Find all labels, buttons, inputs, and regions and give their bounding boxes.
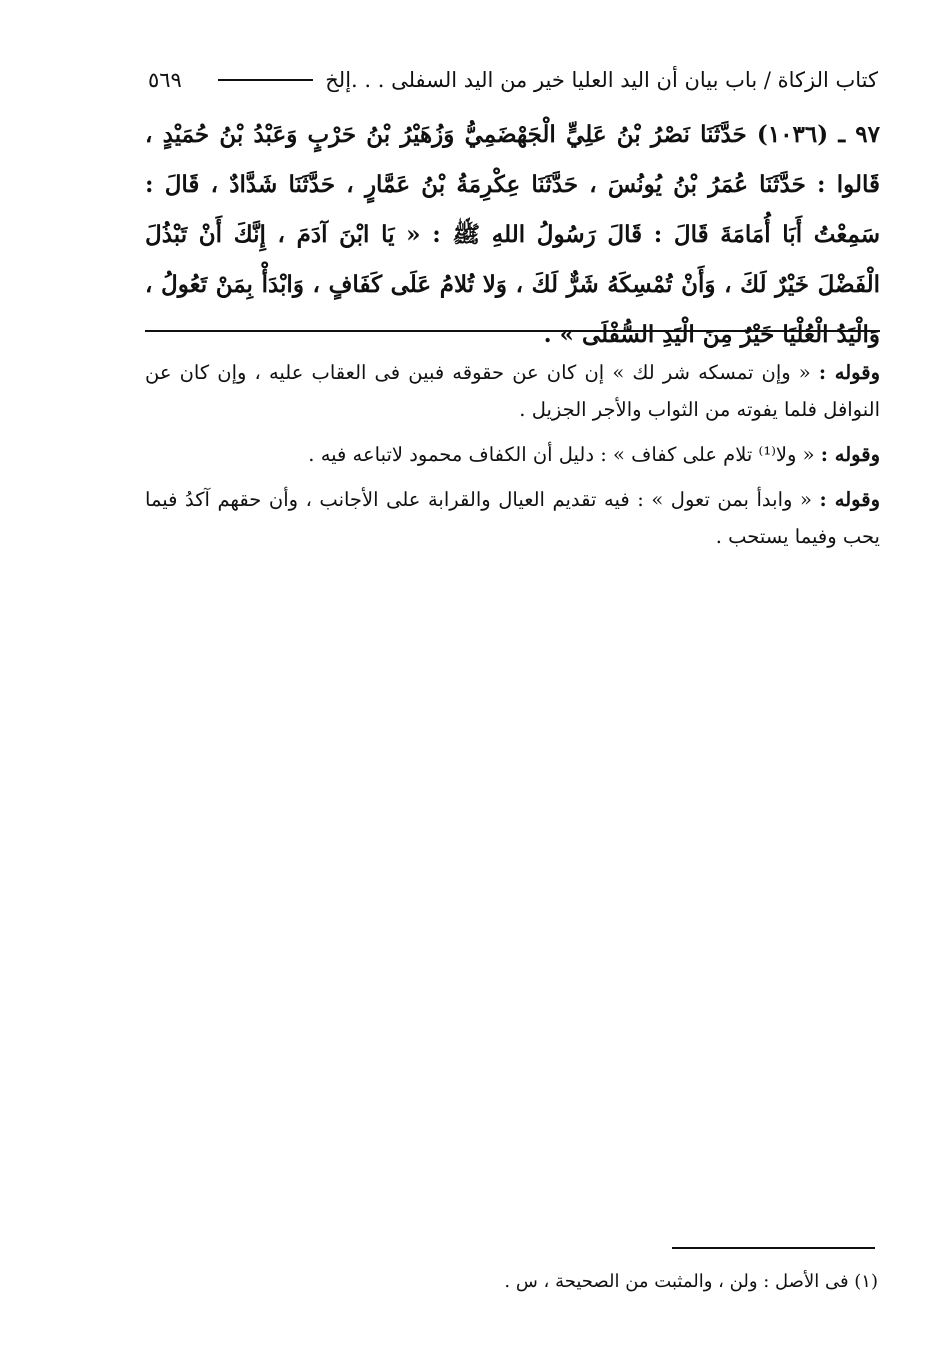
hadith-text: ٩٧ ـ (١٠٣٦) حَدَّثَنَا نَصْرُ بْنُ عَلِيٍّ الْجَهْضَمِيُّ وَزُهَيْرُ بْنُ حَرْبٍ وَعَبْدُ بْنُ حُمَيْدٍ ، قَالوا : حَدَّثَنَا عُمَرُ بْنُ يُونُسَ ، حَدَّثَنَا عِكْرِمَةُ بْنُ عَمَّارٍ ، حَدَّثَنَا شَدَّادٌ ، قَالَ : سَمِعْتُ أَبَا أُمَامَةَ قَالَ : قَالَ رَسُولُ اللهِ ﷺ : « يَا ابْنَ آدَمَ ، إِنَّكَ أَنْ تَبْذُلَ الْفَضْلَ خَيْرٌ لَكَ ، وَأَنْ تُمْسِكَهُ شَرٌّ لَكَ ، وَلا تُلامُ عَلَى كَفَافٍ ، وَابْدَأْ بِمَنْ تَعُولُ ، وَالْيَدُ الْعُلْيَا خَيْرٌ مِنَ الْيَدِ السُّفْلَى » . — [145, 121, 880, 348]
header-rule — [218, 79, 313, 81]
commentary-paragraph — [145, 436, 880, 473]
footnote-rule — [672, 1247, 875, 1249]
page-number: ٥٦٩ — [148, 68, 182, 92]
section-divider — [145, 330, 880, 332]
commentary-lead: وقوله : — [818, 361, 880, 384]
commentary-lead: وقوله : — [820, 443, 880, 466]
commentary-lead: وقوله : — [819, 488, 880, 511]
header-title: كتاب الزكاة / باب بيان أن اليد العليا خير من اليد السفلى . . .إلخ — [325, 68, 878, 92]
commentary — [145, 354, 880, 563]
commentary-body: « وإن تمسكه شر لك » إن كان عن حقوقه فبين فى العقاب عليه ، وإن كان عن النوافل فلما يفوته من الثواب والأجر الجزيل . — [145, 361, 880, 421]
commentary-paragraph — [145, 481, 880, 555]
commentary-body: « وابدأ بمن تعول » : فيه تقديم العيال والقرابة على الأجانب ، وأن حقهم آكدُ فيما يحب وفيما يستحب . — [145, 488, 880, 548]
commentary-body: « ولا⁽¹⁾ تلام على كفاف » : دليل أن الكفاف محمود لاتباعه فيه . — [308, 443, 821, 466]
commentary-paragraph — [145, 354, 880, 428]
footnote: (١) فى الأصل : ولن ، والمثبت من الصحيحة ، س . — [504, 1271, 878, 1292]
running-header — [148, 60, 878, 100]
